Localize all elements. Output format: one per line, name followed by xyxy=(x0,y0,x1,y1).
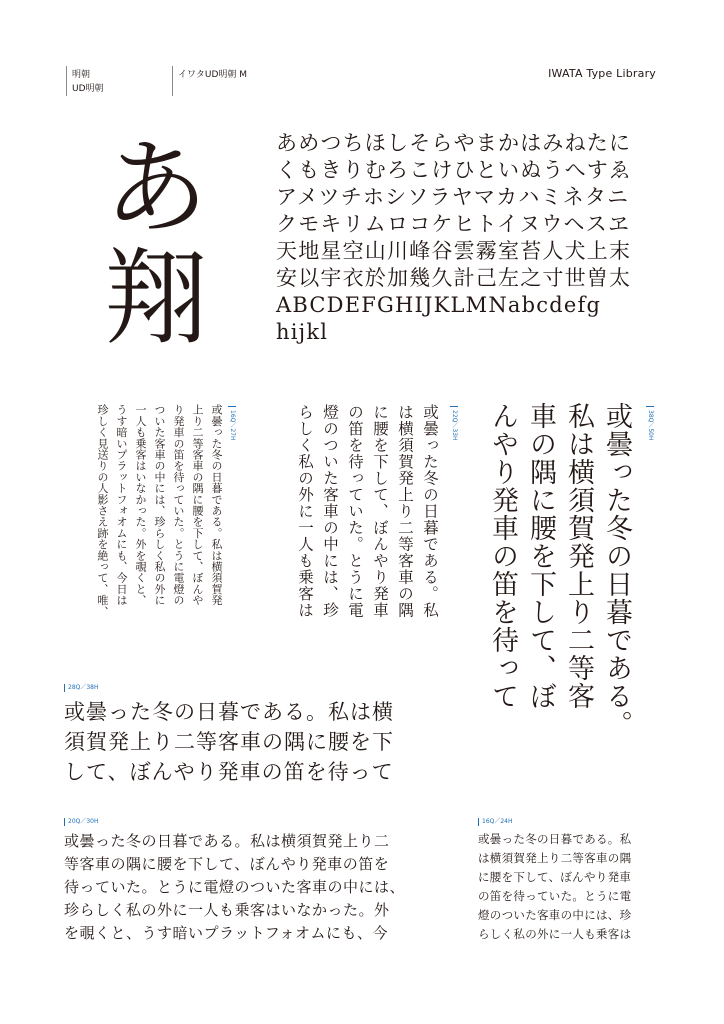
sample-label-20q-30h: 20Q／30H xyxy=(64,818,99,826)
sample-label-22q-33h: 22Q／33H xyxy=(450,406,458,441)
horizontal-sample-20q xyxy=(64,830,444,945)
family-line-2: UD明朝 xyxy=(72,84,104,94)
sample-line: ついた客車の中には、珍らしく私の外に xyxy=(153,404,166,606)
charset-line: hijkl xyxy=(276,320,329,344)
sample-line: の笛を待っていた。とうに電 xyxy=(478,889,632,903)
horizontal-sample-28q xyxy=(64,697,444,787)
sample-line: んやり発車の笛を待って xyxy=(487,402,518,710)
sample-line: 或曇った冬の日暮である。私 xyxy=(478,832,632,846)
sample-label-38q-50h: 38Q／50H xyxy=(646,406,654,441)
sample-line: 或曇った冬の日暮である。私は横 xyxy=(64,700,394,724)
sample-line: 珍しく見送りの人影さえ跡を絶って、唯、 xyxy=(96,404,109,617)
sample-line: は横須賀発上り二等客車の隅 xyxy=(478,851,632,865)
sample-line: は横須賀発上り二等客車の隅 xyxy=(396,404,414,619)
hero-glyph-hiragana: あ xyxy=(103,127,208,249)
font-family-label xyxy=(72,68,104,96)
vertical-sample-38q xyxy=(475,402,635,782)
sample-label-16q-27h: 16Q／27H xyxy=(228,406,236,441)
sample-line: 車の隅に腰を下して、ぼ xyxy=(525,402,556,710)
sample-line: 待っていた。とうに電燈のついた客車の中には、 xyxy=(64,878,406,896)
sample-line: 或曇った冬の日暮である。 xyxy=(601,402,632,738)
sample-line: らしく私の外に一人も乗客は xyxy=(478,927,632,941)
header-divider-right xyxy=(172,66,173,96)
sample-line: 或曇った冬の日暮である。私は横須賀発上り二 xyxy=(64,832,390,850)
sample-line: 上り二等客車の隅に腰を下して、ぼんや xyxy=(191,404,204,606)
hero-glyph-kanji: 翔 xyxy=(103,237,208,359)
header-divider-left xyxy=(66,66,67,96)
sample-line: り発車の笛を待っていた。とうに電燈の xyxy=(172,404,185,606)
sample-label-16q-24h: 16Q／24H xyxy=(478,818,513,826)
brand-label: IWATA Type Library xyxy=(548,67,656,80)
sample-line: 一人も乗客はいなかった。外を覗くと、 xyxy=(134,404,147,606)
charset-line: クモキリムロコケヒトイヌウヘスヱ xyxy=(276,212,631,236)
sample-line: 珍らしく私の外に一人も乗客はいなかった。外 xyxy=(64,901,390,919)
character-set xyxy=(276,130,646,346)
sample-line: に腰を下して、ぼんやり発車 xyxy=(371,404,389,619)
vertical-sample-22q xyxy=(262,404,442,662)
charset-line: あめつちほしそらやまかはみねたに xyxy=(276,131,632,155)
sample-line: 燈のついた客車の中には、珍 xyxy=(478,908,632,922)
sample-line: を覗くと、うす暗いプラットフォオムにも、今 xyxy=(64,924,389,942)
sample-line: 等客車の隅に腰を下して、ぼんやり発車の笛を xyxy=(64,855,390,873)
sample-line: 私は横須賀発上り二等客 xyxy=(563,402,594,710)
sample-line: らしく私の外に一人も乗客は xyxy=(296,404,314,619)
sample-line: 燈のついた客車の中には、珍 xyxy=(321,404,339,619)
sample-line: 須賀発上り二等客車の隅に腰を下 xyxy=(64,730,394,754)
sample-label-28q-38h: 28Q／38H xyxy=(64,684,99,692)
charset-line: くもきりむろこけひといぬうへすゑ xyxy=(276,158,632,182)
font-name-label: イワタUD明朝 M xyxy=(178,70,248,80)
sample-line: して、ぼんやり発車の笛を待って xyxy=(64,760,394,784)
sample-line: の笛を待っていた。とうに電 xyxy=(346,404,364,619)
horizontal-sample-16q xyxy=(478,830,658,944)
sample-line: 或曇った冬の日暮である。私 xyxy=(421,404,439,619)
family-line-1: 明朝 xyxy=(72,70,91,80)
sample-line: に腰を下して、ぼんやり発車 xyxy=(478,870,632,884)
sample-line: 或曇った冬の日暮である。私は横須賀発 xyxy=(210,404,223,606)
charset-line: 安以宇衣於加幾久計己左之寸世曽太 xyxy=(276,266,632,290)
charset-line: ABCDEFGHIJKLMNabcdefg xyxy=(276,293,602,317)
sample-line: うす暗いプラットフォオムにも、今日は xyxy=(115,404,128,606)
charset-line: 天地星空山川峰谷雲霧室苔人犬上末 xyxy=(276,239,632,263)
charset-line: アメツチホシソラヤマカハミネタニ xyxy=(276,185,630,209)
vertical-sample-16q xyxy=(64,404,226,664)
